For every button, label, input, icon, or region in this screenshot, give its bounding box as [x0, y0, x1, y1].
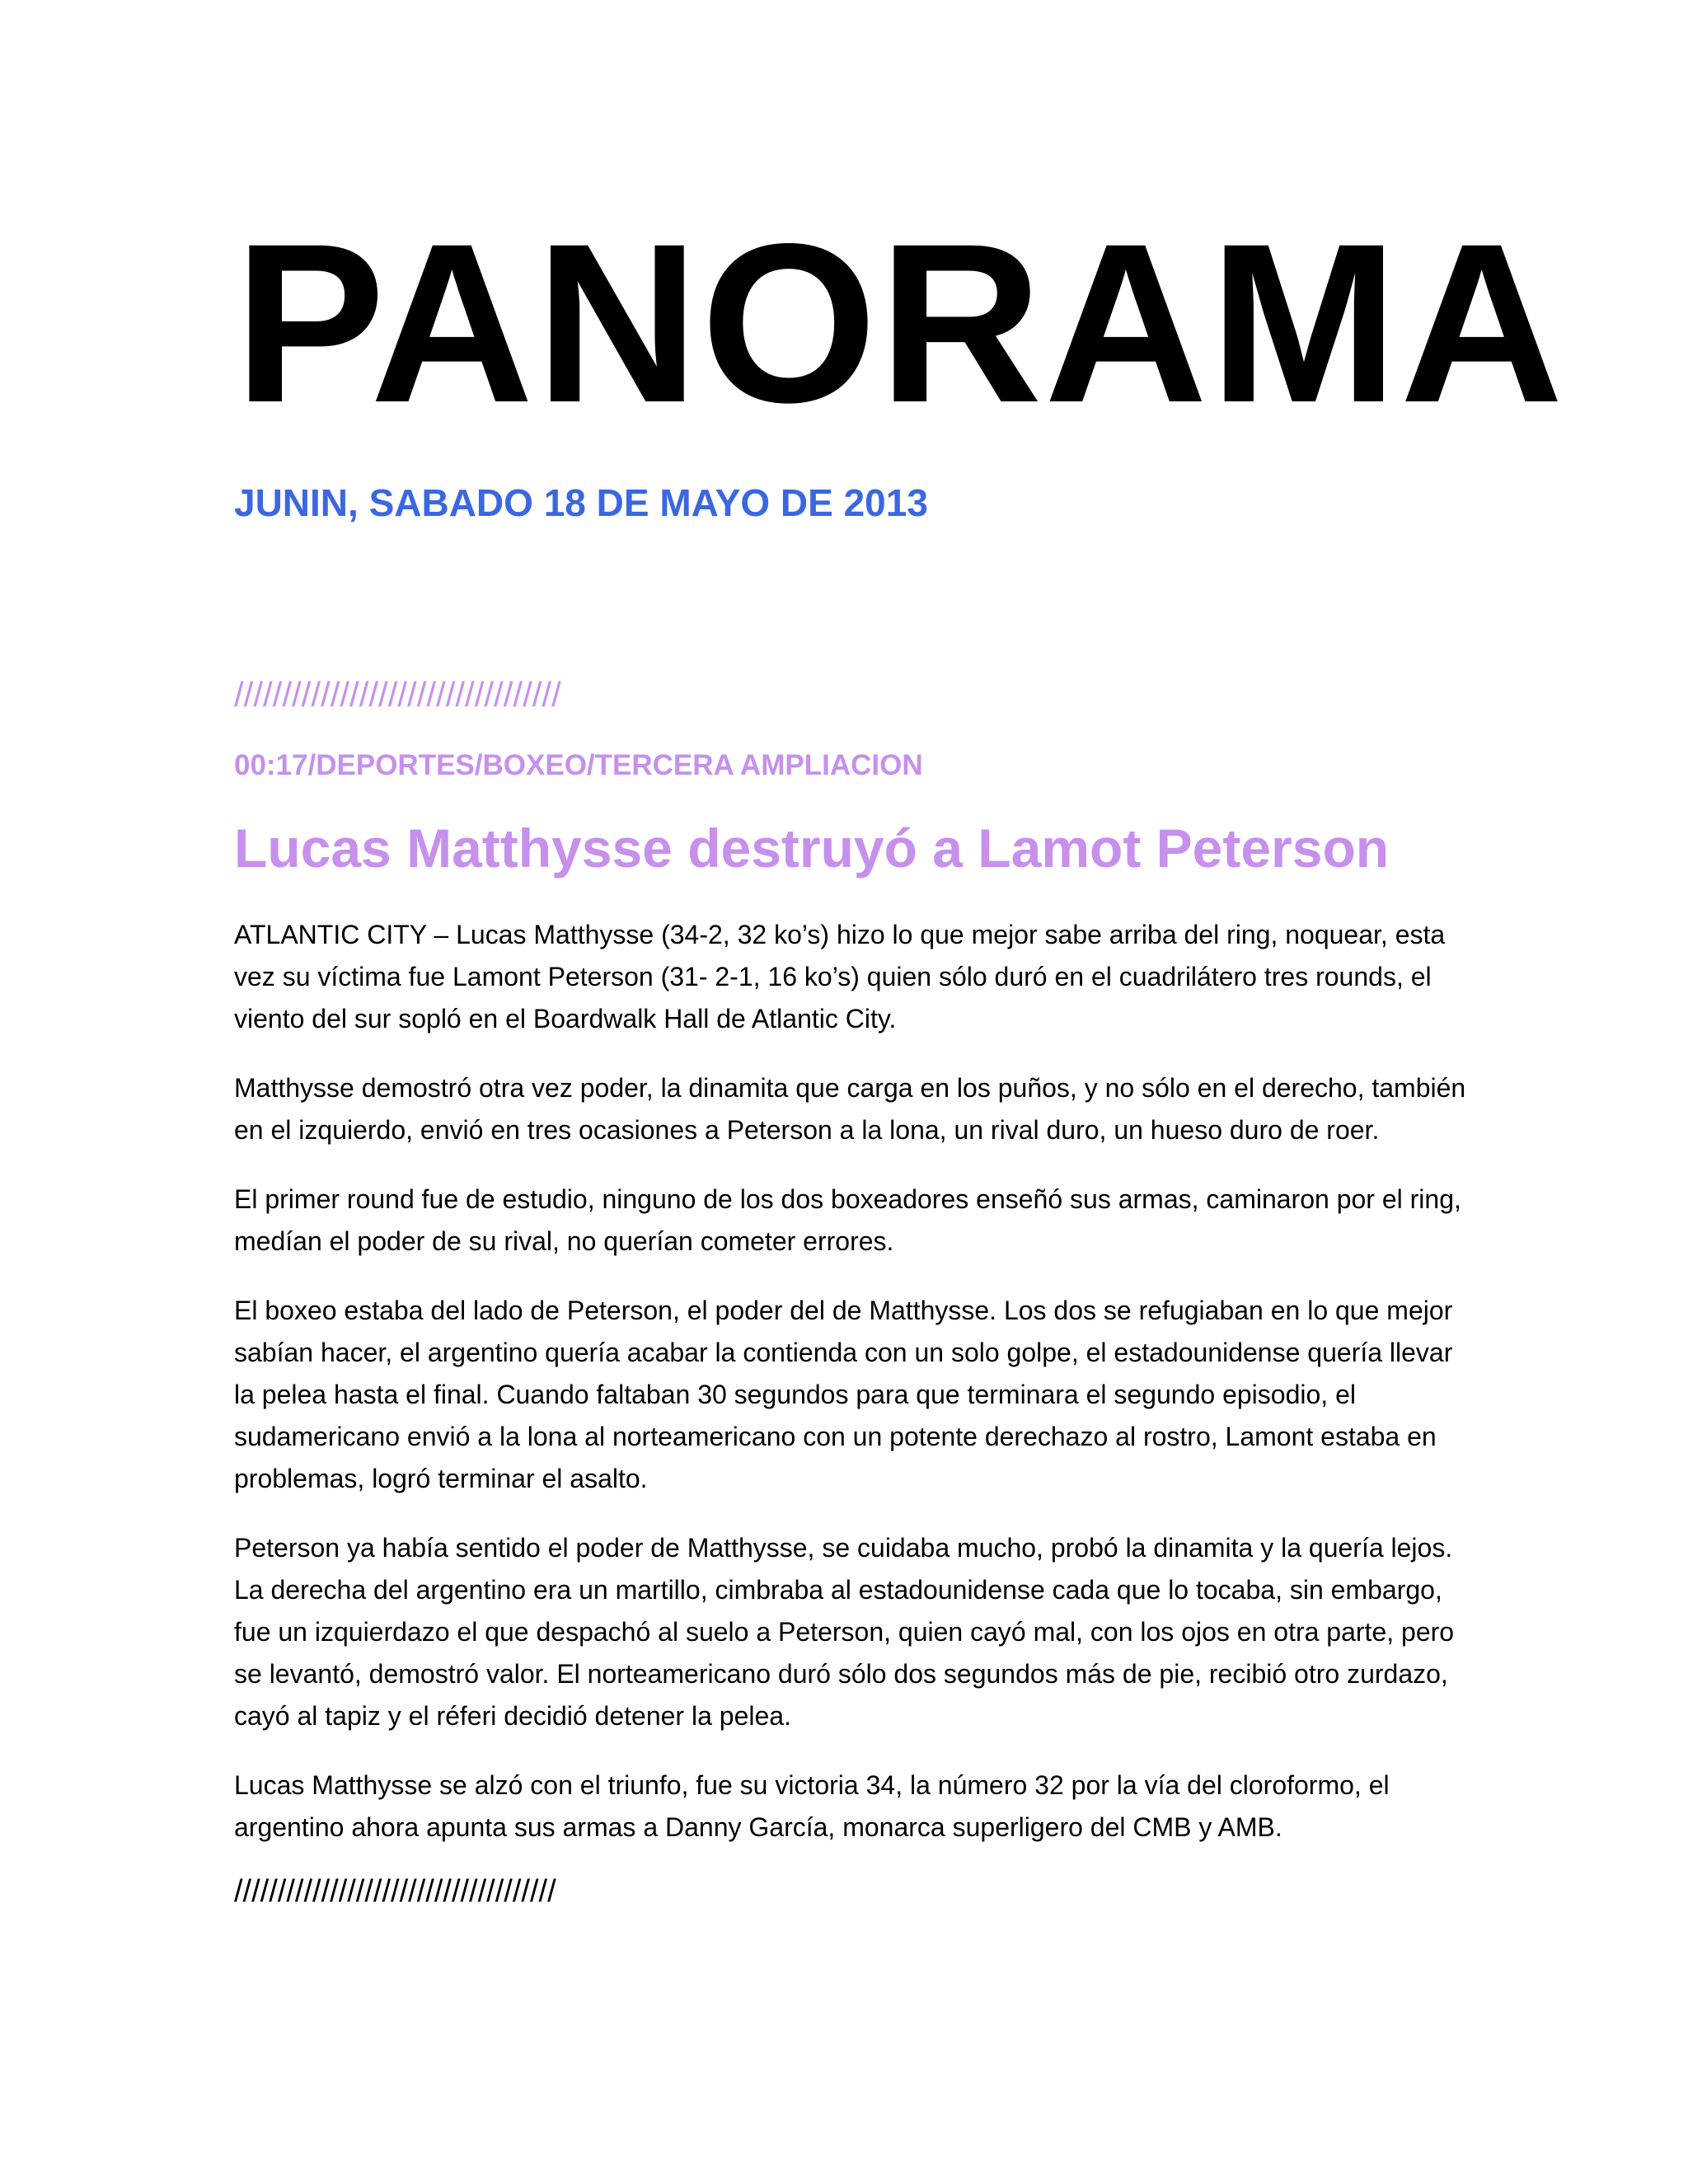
article-paragraph: ATLANTIC CITY – Lucas Matthysse (34-2, 32 ko’s) hizo lo que mejor sabe arriba del ring, noquear, esta vez su víctima fue Lamont Peterson (31- 2-1, 16 ko’s) quien sólo duró en el cuadrilátero tres rounds, el viento del sur sopló en el Boardwalk Hall de Atlantic City.: [234, 920, 1446, 1033]
dateline: JUNIN, SABADO 18 DE MAYO DE 2013: [234, 481, 928, 524]
top-separator: //////////////////////////////////: [234, 675, 561, 714]
article-paragraph: El boxeo estaba del lado de Peterson, el poder del de Matthysse. Los dos se refugiaban en lo que mejor sabían hacer, el argentino quería acabar la contienda con un solo golpe, el estadounidense quería llevar la pelea hasta el final. Cuando faltaban 30 segundos para que terminara el segundo episodio, el sudamericano envió a la lona al norteamericano con un potente derechazo al rostro, Lamont estaba en problemas, logró terminar el asalto.: [234, 1296, 1453, 1493]
article-paragraph: El primer round fue de estudio, ninguno de los dos boxeadores enseñó sus armas, caminaron por el ring, medían el poder de su rival, no querían cometer errores.: [234, 1184, 1461, 1256]
masthead-title: PANORAMA: [234, 197, 1565, 450]
section-path: 00:17/DEPORTES/BOXEO/TERCERA AMPLIACION: [234, 749, 923, 781]
article-body: [234, 914, 1470, 1849]
article-paragraph: Peterson ya había sentido el poder de Matthysse, se cuidaba mucho, probó la dinamita y la quería lejos. La derecha del argentino era un martillo, cimbraba al estadounidense cada que lo tocaba, sin embargo, fue un izquierdazo el que despachó al suelo a Peterson, quien cayó mal, con los ojos en otra parte, pero se levantó, demostró valor. El norteamericano duró sólo dos segundos más de pie, recibió otro zurdazo, cayó al tapiz y el réferi decidió detener la pelea.: [234, 1533, 1455, 1731]
article-paragraph: Lucas Matthysse se alzó con el triunfo, fue su victoria 34, la número 32 por la vía del cloroformo, el argentino ahora apunta sus armas a Danny García, monarca superligero del CMB y AMB.: [234, 1770, 1390, 1842]
article-paragraph: Matthysse demostró otra vez poder, la dinamita que carga en los puños, y no sólo en el derecho, también en el izquierdo, envió en tres ocasiones a Peterson a la lona, un rival duro, un hueso duro de roer.: [234, 1073, 1466, 1145]
article-headline: Lucas Matthysse destruyó a Lamot Peterson: [234, 818, 1390, 879]
bottom-separator: /////////////////////////////////////: [234, 1874, 556, 1909]
page-content: [234, 197, 1565, 1909]
